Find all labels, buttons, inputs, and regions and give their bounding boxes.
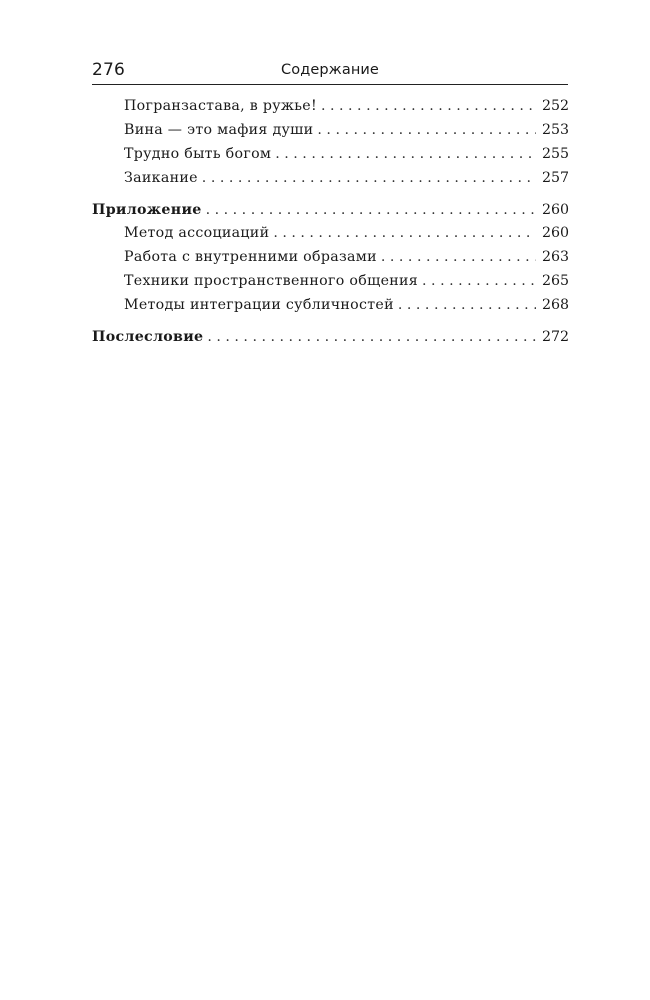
toc-entry-title: Заикание <box>124 169 198 186</box>
toc-dot-leader <box>273 222 536 246</box>
toc-dot-leader <box>202 167 536 191</box>
toc-entry-page: 257 <box>542 169 570 186</box>
toc-entry-page: 265 <box>542 273 570 290</box>
toc-dot-leader <box>422 270 536 294</box>
toc-entry-page: 268 <box>542 297 570 314</box>
toc-entry <box>92 143 568 167</box>
toc-entry-title: Вина — это мафия души <box>124 121 314 138</box>
toc-entry-title: Трудно быть богом <box>124 145 272 162</box>
toc-entry-title: Метод ассоциаций <box>124 225 270 242</box>
toc-dot-leader <box>321 95 536 119</box>
toc-entry-page: 253 <box>542 121 570 138</box>
toc-dot-leader <box>275 143 536 167</box>
page-number: 276 <box>92 60 126 80</box>
toc-dot-leader <box>381 246 536 270</box>
toc-entry <box>92 246 568 270</box>
toc-entry-title: Методы интеграции субличностей <box>124 297 394 314</box>
toc-entry-page: 252 <box>542 98 570 114</box>
toc-entry <box>92 270 568 294</box>
toc-chapter-entry <box>92 326 568 350</box>
section-title: Содержание <box>281 62 379 78</box>
toc-entry <box>92 95 568 119</box>
toc-dot-leader <box>207 326 536 350</box>
toc-entry-page: 260 <box>542 201 570 218</box>
toc-entry-title: Погранзастава, в ружье! <box>124 98 317 114</box>
toc-entry-page: 255 <box>542 145 570 162</box>
toc-dot-leader <box>317 119 536 143</box>
toc-entry-page: 260 <box>542 225 570 242</box>
toc-entry <box>92 222 568 246</box>
toc-entry-title: Послесловие <box>92 329 204 346</box>
toc-entry <box>92 119 568 143</box>
toc-dot-leader <box>206 199 536 223</box>
running-head <box>92 58 568 85</box>
toc-entry-page: 272 <box>542 329 570 346</box>
toc-entry <box>92 167 568 191</box>
toc-dot-leader <box>398 294 536 318</box>
toc-entry-title: Работа с внутренними образами <box>124 249 377 266</box>
toc-entry-title: Техники пространственного общения <box>124 273 419 290</box>
toc-entry <box>92 294 568 318</box>
toc-entry-title: Приложение <box>92 201 202 218</box>
table-of-contents <box>92 95 568 350</box>
toc-chapter-entry <box>92 199 568 223</box>
toc-entry-page: 263 <box>542 249 570 266</box>
